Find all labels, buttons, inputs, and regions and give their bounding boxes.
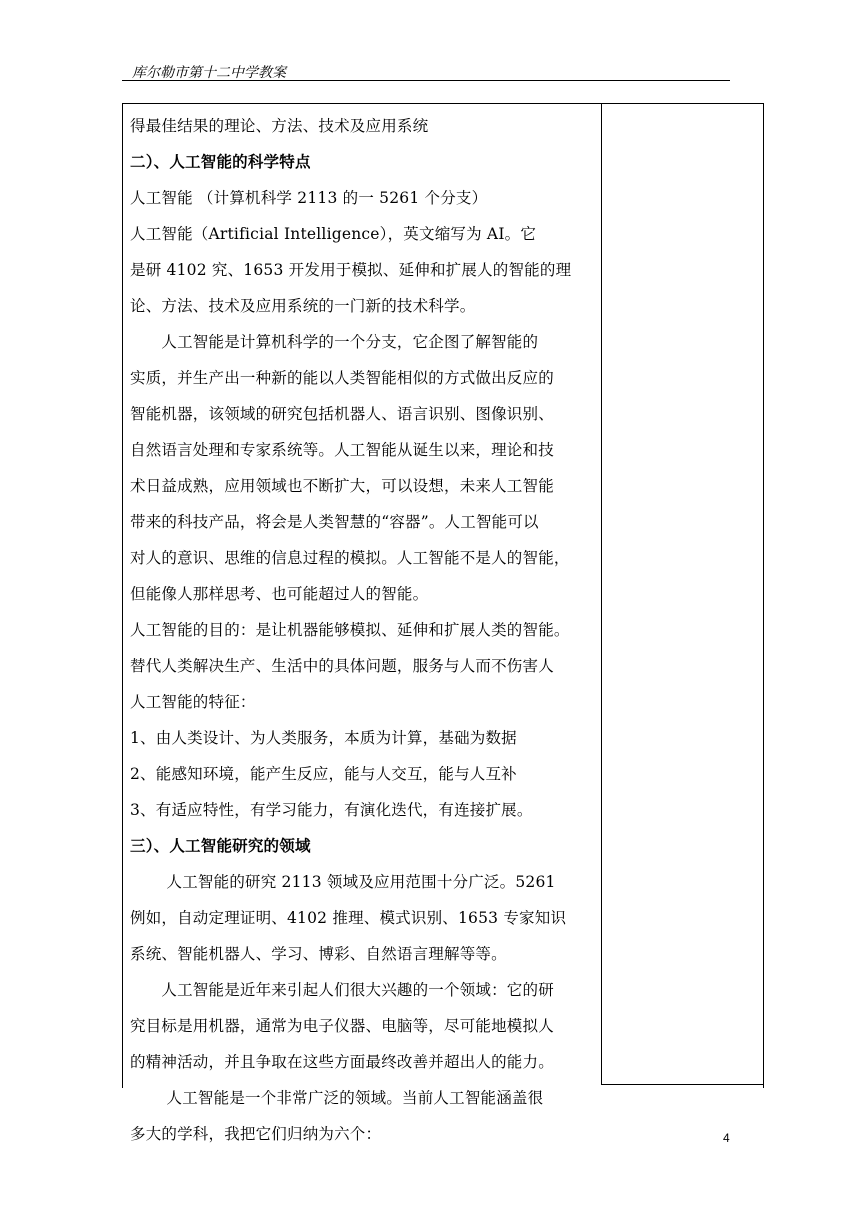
body-line: 带来的科技产品，将会是人类智慧的“容器”。人工智能可以	[130, 513, 539, 531]
body-line: 但能像人那样思考、也可能超过人的智能。	[130, 585, 429, 603]
body-line: 术日益成熟，应用领域也不断扩大，可以设想，未来人工智能	[130, 477, 554, 495]
body-line: 智能机器，该领域的研究包括机器人、语言识别、图像识别、	[130, 405, 554, 423]
body-line: 人工智能（Artificial Intelligence），英文缩写为 AI。它	[130, 225, 537, 243]
body-line: 人工智能的目的：是让机器能够模拟、延伸和扩展人类的智能。	[130, 621, 570, 639]
section-heading: 二）、人工智能的科学特点	[130, 152, 311, 171]
body-line: 例如，自动定理证明、4102 推理、模式识别、1653 专家知识	[130, 909, 567, 927]
body-line: 得最佳结果的理论、方法、技术及应用系统	[130, 117, 429, 135]
body-line: 论、方法、技术及应用系统的一门新的技术科学。	[130, 297, 476, 315]
table-right-border	[763, 103, 764, 1088]
body-line: 人工智能的特征：	[130, 693, 256, 711]
body-line: 究目标是用机器，通常为电子仪器、电脑等，尽可能地模拟人	[130, 1017, 554, 1035]
body-line: 实质，并生产出一种新的能以人类智能相似的方式做出反应的	[130, 369, 554, 387]
body-line: 多大的学科，我把它们归纳为六个：	[130, 1125, 382, 1143]
table-top-border	[122, 103, 764, 104]
body-line: 是研 4102 究、1653 开发用于模拟、延伸和扩展人的智能的理	[130, 261, 572, 279]
notes-cell-bottom-border	[601, 1084, 764, 1085]
section-heading: 三）、人工智能研究的领域	[130, 836, 311, 855]
page-header-title: 库尔勒市第十二中学教案	[132, 65, 286, 81]
table-left-border	[122, 103, 123, 1088]
body-line: 3、有适应特性，有学习能力，有演化迭代，有连接扩展。	[130, 801, 533, 819]
body-line: 1、由人类设计、为人类服务，本质为计算，基础为数据	[130, 729, 517, 747]
header-rule	[122, 80, 730, 81]
page-number: 4	[723, 1131, 730, 1145]
body-line: 的精神活动，并且争取在这些方面最终改善并超出人的能力。	[130, 1053, 554, 1071]
body-line: 自然语言处理和专家系统等。人工智能从诞生以来，理论和技	[130, 441, 554, 459]
body-line: 2、能感知环境，能产生反应，能与人交互，能与人互补	[130, 765, 517, 783]
body-line: 对人的意识、思维的信息过程的模拟。人工智能不是人的智能，	[130, 549, 570, 567]
body-line: 人工智能是计算机科学的一个分支，它企图了解智能的	[130, 333, 539, 351]
body-line: 人工智能是近年来引起人们很大兴趣的一个领域：它的研	[130, 981, 554, 999]
body-line: 系统、智能机器人、学习、博彩、自然语言理解等等。	[130, 945, 507, 963]
lesson-body-text	[130, 108, 596, 1152]
body-line: 人工智能 （计算机科学 2113 的一 5261 个分支）	[130, 189, 488, 207]
body-line: 人工智能的研究 2113 领域及应用范围十分广泛。5261	[130, 873, 556, 891]
table-column-divider	[601, 103, 602, 1085]
body-line: 替代人类解决生产、生活中的具体问题，服务与人而不伤害人	[130, 657, 554, 675]
body-line: 人工智能是一个非常广泛的领域。当前人工智能涵盖很	[130, 1089, 544, 1107]
